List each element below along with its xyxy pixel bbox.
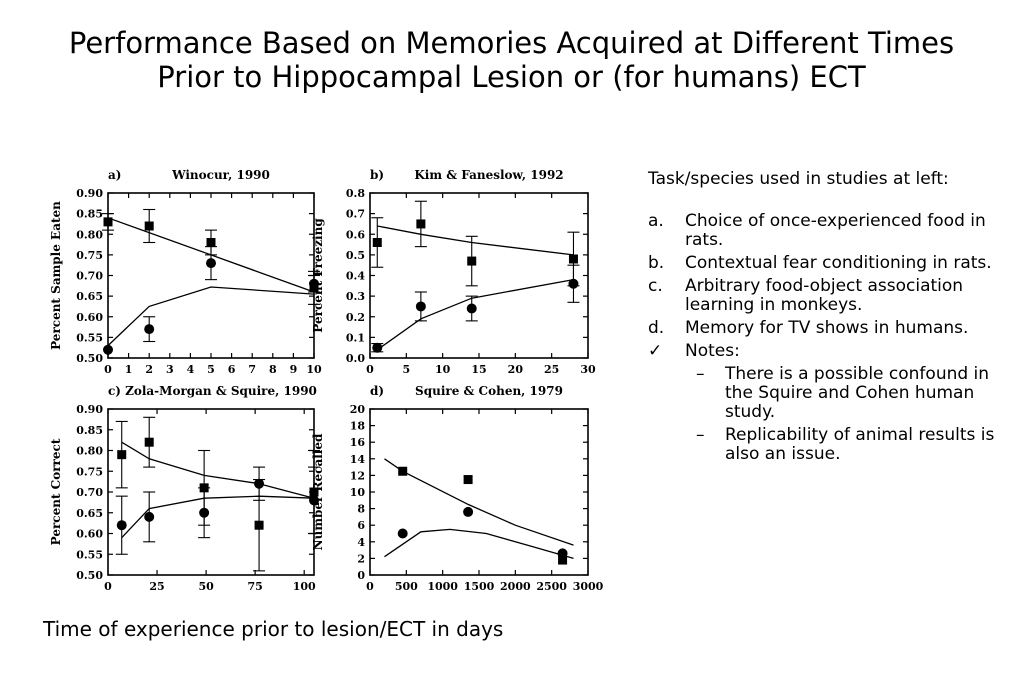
list-item-text: Memory for TV shows in humans. bbox=[685, 318, 969, 338]
panel-title: Squire & Cohen, 1979 bbox=[415, 384, 563, 398]
sub-list-item bbox=[648, 365, 1008, 422]
data-point-circle bbox=[103, 345, 113, 355]
data-point-circle bbox=[144, 324, 154, 334]
x-tick-label: 2000 bbox=[500, 580, 531, 593]
x-tick-label: 0 bbox=[366, 363, 374, 376]
x-tick-label: 3 bbox=[165, 363, 174, 376]
data-point-circle bbox=[117, 520, 127, 530]
y-tick-label: 0.90 bbox=[76, 187, 103, 200]
x-tick-label: 1 bbox=[124, 363, 133, 376]
y-tick-label: 0.8 bbox=[345, 187, 365, 200]
y-tick-label: 0 bbox=[357, 569, 365, 582]
data-point-square bbox=[104, 217, 113, 226]
data-point-circle bbox=[416, 301, 426, 311]
y-tick-label: 0.90 bbox=[76, 403, 103, 416]
y-tick-label: 12 bbox=[349, 469, 365, 483]
data-point-circle bbox=[206, 258, 216, 268]
data-point-square bbox=[207, 238, 216, 247]
y-tick-label: 0.80 bbox=[76, 228, 103, 242]
list-item-text: Choice of once-experienced food in rats. bbox=[685, 211, 986, 250]
y-tick-label: 0.70 bbox=[76, 486, 103, 499]
y-tick-label: 18 bbox=[349, 419, 365, 433]
notes-panel bbox=[648, 170, 1008, 464]
x-tick-label: 4 bbox=[186, 363, 195, 376]
x-tick-label: 0 bbox=[104, 580, 112, 593]
x-tick-label: 8 bbox=[268, 363, 277, 376]
data-point-square bbox=[373, 238, 382, 247]
y-tick-label: 0.5 bbox=[345, 248, 365, 262]
x-axis-caption: Time of experience prior to lesion/ECT in days bbox=[43, 617, 504, 641]
data-point-square bbox=[416, 219, 425, 228]
y-tick-label: 20 bbox=[349, 403, 365, 416]
x-tick-label: 50 bbox=[198, 580, 214, 593]
y-tick-label: 0.60 bbox=[76, 310, 103, 324]
x-tick-label: 30 bbox=[580, 363, 596, 376]
x-tick-label: 1000 bbox=[427, 580, 458, 593]
panel-letter: d) bbox=[370, 384, 385, 398]
list-item bbox=[648, 254, 1008, 273]
panel-title: Winocur, 1990 bbox=[172, 168, 270, 182]
series-line-control bbox=[122, 442, 314, 498]
x-tick-label: 5 bbox=[207, 363, 215, 376]
sub-list-item-text: Replicability of animal results is also an issue. bbox=[725, 425, 995, 464]
y-tick-label: 14 bbox=[349, 452, 365, 466]
y-tick-label: 0.65 bbox=[76, 506, 103, 520]
panel-letter: a) bbox=[108, 168, 122, 182]
list-marker: b. bbox=[648, 253, 665, 273]
x-tick-label: 25 bbox=[149, 580, 165, 593]
data-point-square bbox=[145, 438, 154, 447]
y-tick-label: 0.50 bbox=[76, 569, 103, 582]
plot-frame bbox=[370, 409, 588, 575]
y-tick-label: 0.85 bbox=[76, 423, 103, 437]
y-tick-label: 0.0 bbox=[345, 352, 365, 365]
list-marker: c. bbox=[648, 276, 663, 296]
list-marker: d. bbox=[648, 318, 665, 338]
y-tick-label: 0.4 bbox=[345, 269, 365, 283]
y-axis-label: Number Recalled bbox=[311, 433, 325, 551]
data-point-square bbox=[467, 257, 476, 266]
y-tick-label: 0.7 bbox=[345, 207, 365, 221]
y-tick-label: 0.6 bbox=[345, 228, 365, 242]
x-tick-label: 10 bbox=[435, 363, 451, 376]
x-tick-label: 7 bbox=[248, 363, 257, 376]
y-tick-label: 0.85 bbox=[76, 207, 103, 221]
y-tick-label: 0.80 bbox=[76, 444, 103, 458]
panel-d-squire-cohen bbox=[311, 384, 604, 593]
data-point-square bbox=[145, 222, 154, 231]
data-point-circle bbox=[568, 279, 578, 289]
x-tick-label: 0 bbox=[104, 363, 112, 376]
series-line-lesion bbox=[377, 280, 573, 350]
y-tick-label: 6 bbox=[357, 519, 365, 533]
y-axis-label: Percent Freezing bbox=[311, 218, 325, 333]
list-item bbox=[648, 277, 1008, 315]
panel-a-winocur bbox=[49, 168, 322, 376]
chart-figure bbox=[40, 160, 604, 593]
checkmark-icon: ✓ bbox=[648, 341, 663, 361]
x-tick-label: 25 bbox=[544, 363, 560, 376]
x-tick-label: 2 bbox=[145, 363, 154, 376]
y-tick-label: 0.65 bbox=[76, 290, 103, 304]
list-item bbox=[648, 212, 1008, 250]
y-tick-label: 0.75 bbox=[76, 248, 103, 262]
series-line-ECT bbox=[385, 529, 574, 558]
y-tick-label: 16 bbox=[349, 436, 365, 450]
x-tick-label: 9 bbox=[289, 363, 298, 376]
panel-letter: c) bbox=[108, 384, 121, 398]
y-tick-label: 0.75 bbox=[76, 465, 103, 479]
y-tick-label: 0.50 bbox=[76, 352, 103, 365]
data-point-circle bbox=[372, 343, 382, 353]
data-point-circle bbox=[254, 479, 264, 489]
x-tick-label: 1500 bbox=[463, 580, 495, 593]
x-tick-label: 75 bbox=[247, 580, 263, 593]
data-point-circle bbox=[558, 548, 568, 558]
data-point-circle bbox=[144, 512, 154, 522]
y-tick-label: 10 bbox=[349, 486, 365, 499]
x-tick-label: 3000 bbox=[572, 580, 604, 593]
y-axis-label: Percent Sample Eaten bbox=[49, 201, 63, 350]
panel-c-zola-morgan-squire bbox=[49, 384, 320, 593]
dash-marker: – bbox=[696, 425, 705, 445]
y-tick-label: 0.55 bbox=[76, 331, 103, 345]
y-axis-label: Percent Correct bbox=[49, 438, 63, 546]
slide-title: Performance Based on Memories Acquired at Different Times Prior to Hippocampal Lesion or (for humans) ECT bbox=[68, 26, 955, 94]
data-point-square bbox=[255, 521, 264, 530]
y-tick-label: 8 bbox=[357, 502, 365, 516]
y-tick-label: 0.55 bbox=[76, 548, 103, 562]
dash-marker: – bbox=[696, 364, 705, 384]
notes-list bbox=[648, 212, 1008, 464]
list-item-text: Contextual fear conditioning in rats. bbox=[685, 253, 992, 273]
data-point-circle bbox=[199, 508, 209, 518]
list-item bbox=[648, 319, 1008, 338]
y-tick-label: 0.3 bbox=[345, 290, 365, 304]
list-item-text: Arbitrary food-object association learning in monkeys. bbox=[685, 276, 964, 315]
data-point-circle bbox=[467, 304, 477, 314]
sub-list-item-text: There is a possible confound in the Squire and Cohen human study. bbox=[725, 364, 990, 422]
y-tick-label: 0.2 bbox=[345, 310, 365, 324]
data-point-square bbox=[398, 467, 407, 476]
y-tick-label: 4 bbox=[357, 535, 365, 549]
series-line-control bbox=[377, 226, 573, 255]
series-line-lesion bbox=[108, 287, 314, 346]
panel-title: Kim & Faneslow, 1992 bbox=[414, 168, 564, 182]
panel-title: Zola-Morgan & Squire, 1990 bbox=[125, 384, 317, 398]
y-tick-label: 0.1 bbox=[345, 331, 365, 345]
y-tick-label: 0.70 bbox=[76, 269, 103, 283]
list-item bbox=[648, 342, 1008, 361]
sub-list-item bbox=[648, 426, 1008, 464]
x-tick-label: 20 bbox=[507, 363, 523, 376]
x-tick-label: 10 bbox=[306, 363, 322, 376]
x-tick-label: 5 bbox=[402, 363, 411, 376]
x-tick-label: 100 bbox=[292, 580, 316, 593]
data-point-circle bbox=[398, 529, 408, 539]
plot-frame bbox=[108, 409, 314, 575]
data-point-square bbox=[569, 255, 578, 264]
list-marker: a. bbox=[648, 211, 664, 231]
x-tick-label: 6 bbox=[227, 363, 236, 376]
y-tick-label: 0.60 bbox=[76, 527, 103, 541]
panel-b-kim-faneslow bbox=[311, 168, 596, 376]
x-tick-label: 2500 bbox=[536, 580, 567, 593]
x-tick-label: 15 bbox=[471, 363, 487, 376]
data-point-square bbox=[117, 450, 126, 459]
data-point-square bbox=[464, 475, 473, 484]
data-point-circle bbox=[463, 507, 473, 517]
notes-intro: Task/species used in studies at left: bbox=[648, 169, 949, 189]
x-tick-label: 0 bbox=[366, 580, 374, 593]
x-tick-label: 500 bbox=[394, 580, 418, 593]
plot-frame bbox=[370, 193, 588, 358]
panel-letter: b) bbox=[370, 168, 385, 182]
list-item-text: Notes: bbox=[685, 341, 740, 361]
y-tick-label: 2 bbox=[357, 552, 365, 566]
